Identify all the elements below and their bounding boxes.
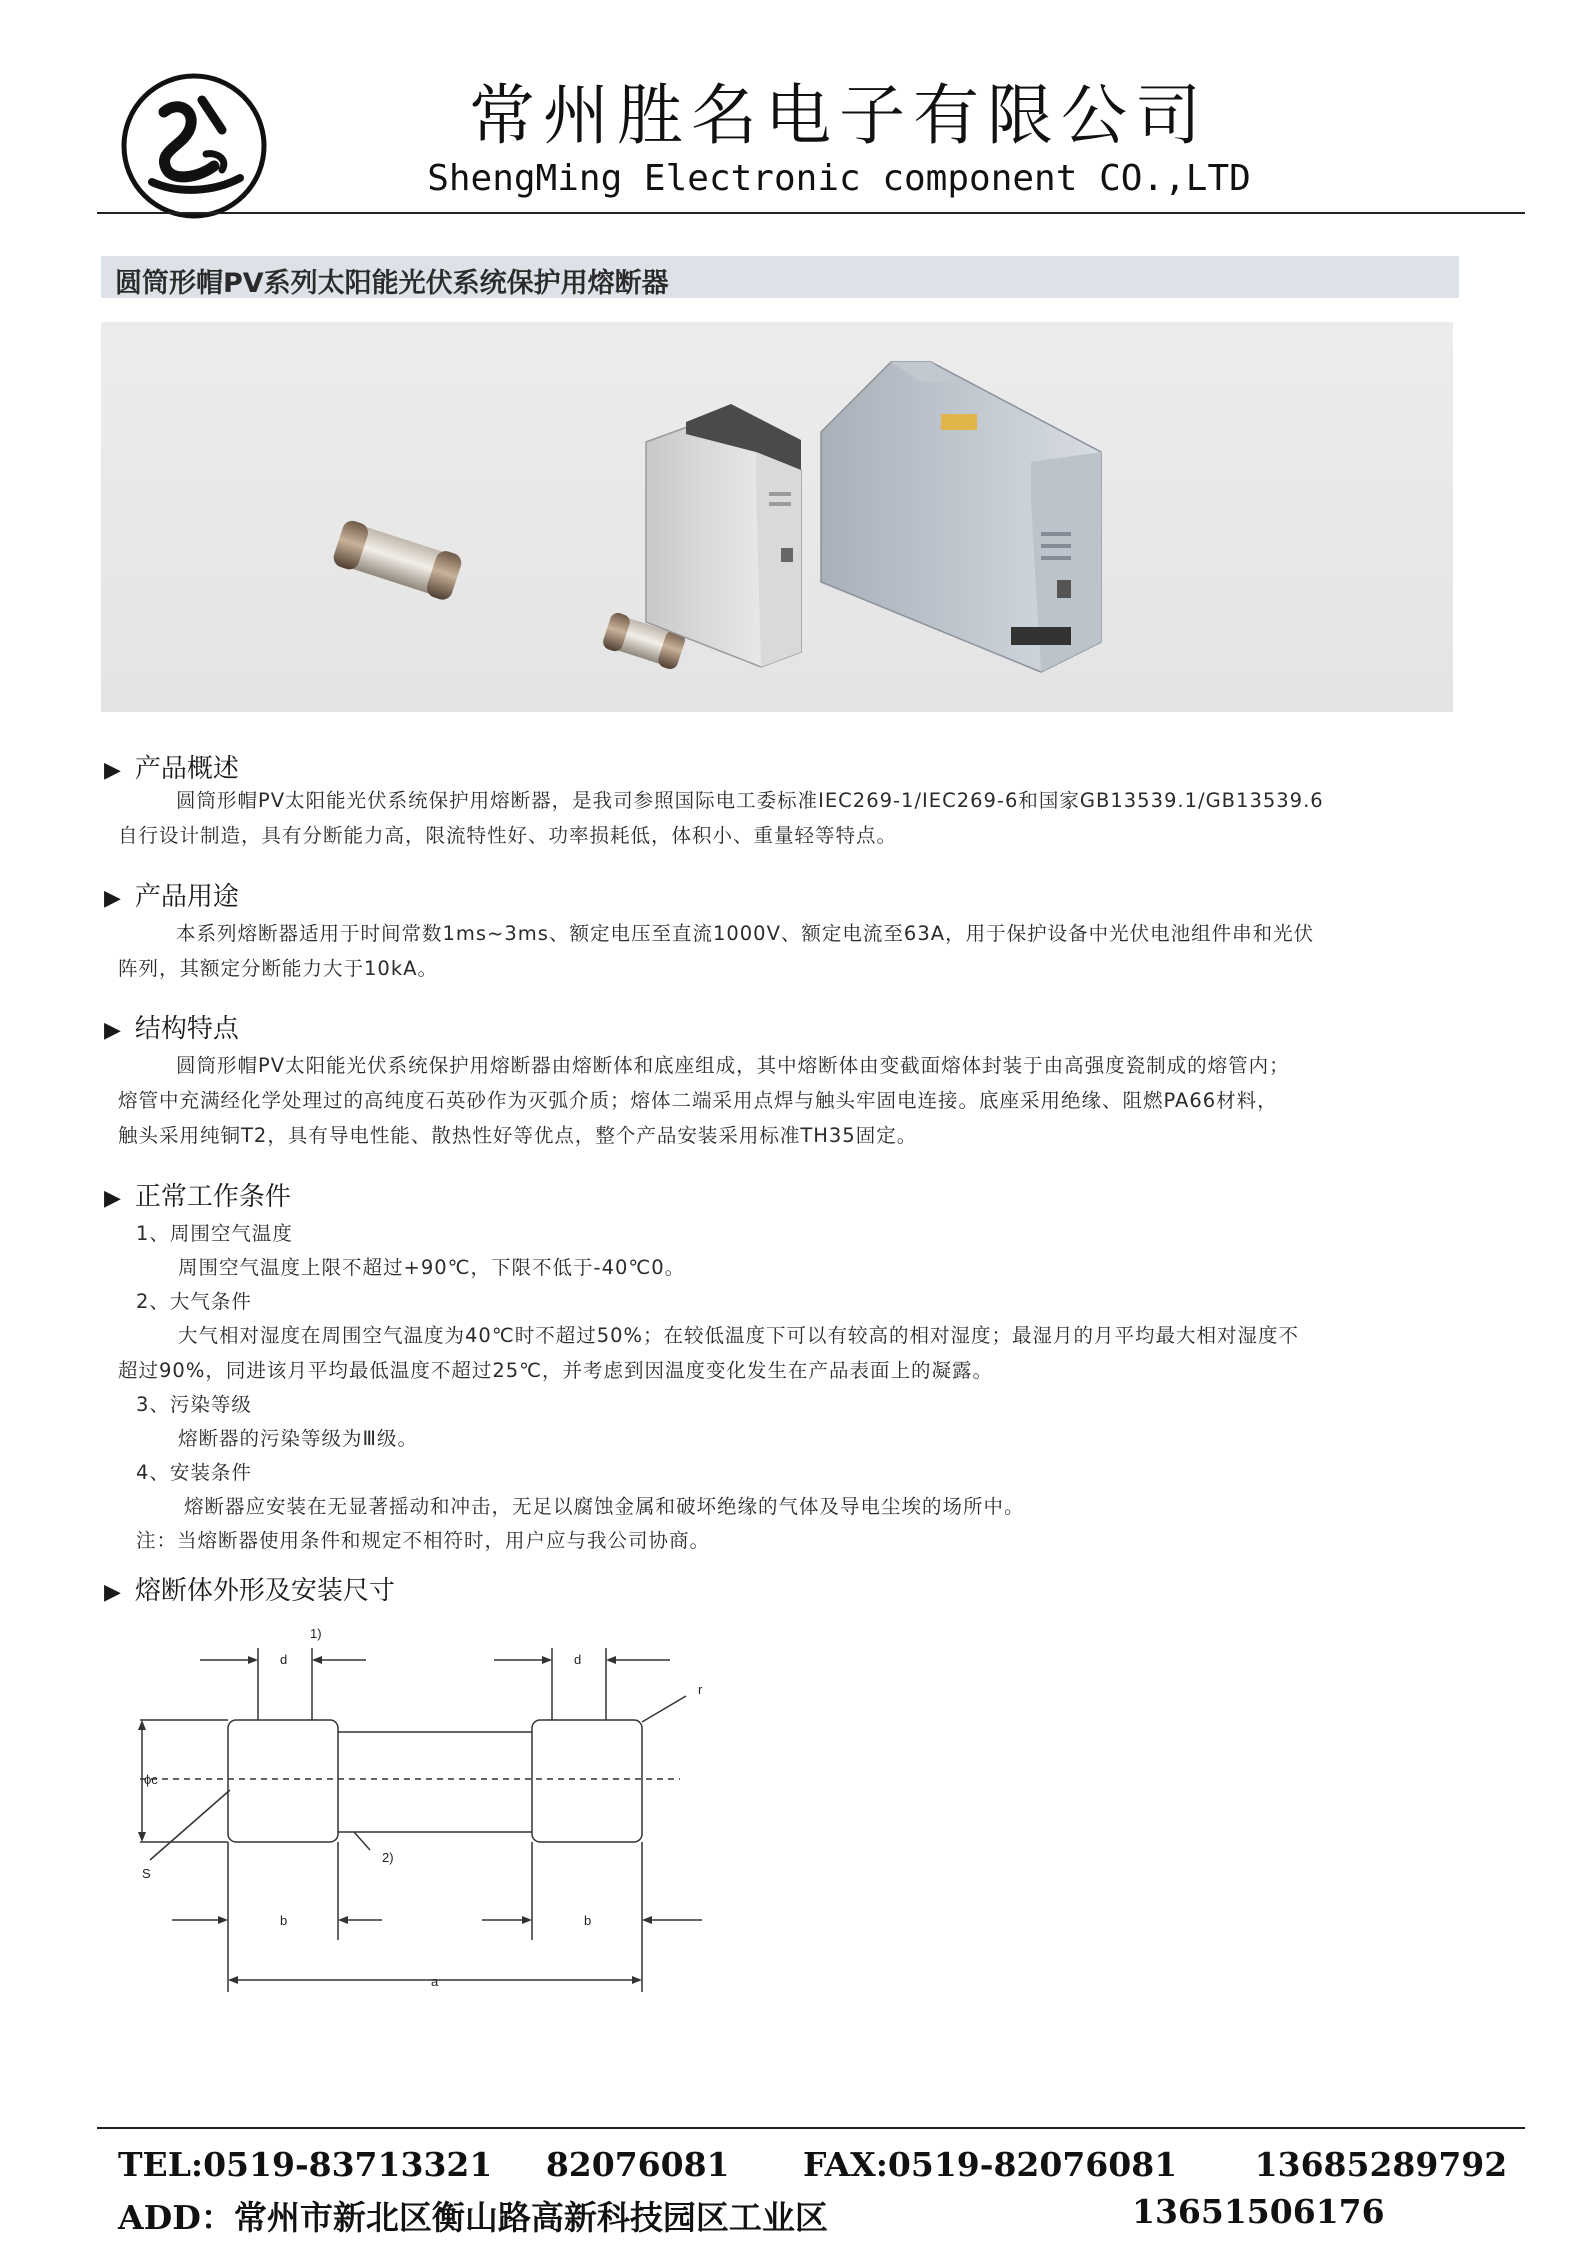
triangle-bullet-icon: ▶: [104, 1186, 121, 1211]
footer-mobile-2: 13651506176: [1132, 2192, 1385, 2231]
condition-2-line-1: 大气相对湿度在周围空气温度为40℃时不超过50%；在较低温度下可以有较高的相对湿度；最湿月的月平均最大相对湿度不: [178, 1324, 1300, 1347]
structure-line-1: 圆筒形帽PV太阳能光伏系统保护用熔断器由熔断体和底座组成，其中熔断体由变截面熔体封装于由高强度瓷制成的熔管内；: [176, 1054, 1290, 1077]
condition-2-line-2: 超过90%，同进该月平均最低温度不超过25℃，并考虑到因温度变化发生在产品表面上的凝露。: [118, 1359, 994, 1382]
structure-line-3: 触头采用纯铜T2，具有导电性能、散热性好等优点，整个产品安装采用标准TH35固定。: [118, 1124, 918, 1147]
triangle-bullet-icon: ▶: [104, 758, 121, 783]
product-title-band: [101, 256, 1459, 298]
footer-mobile-1: 13685289792: [1254, 2145, 1508, 2184]
label-b-left: b: [280, 1913, 288, 1928]
label-1: 1): [310, 1626, 322, 1641]
overview-line-2: 自行设计制造，具有分断能力高，限流特性好、功率损耗低，体积小、重量轻等特点。: [118, 824, 898, 847]
structure-line-2: 熔管中充满经化学处理过的高纯度石英砂作为灭弧介质；熔体二端采用点焊与触头牢固电连接。底座采用绝缘、阻燃PA66材料，: [118, 1089, 1278, 1112]
footer-tel2: 82076081: [545, 2145, 730, 2184]
usage-line-2: 阵列，其额定分断能力大于10kA。: [118, 957, 438, 980]
condition-3-text: 熔断器的污染等级为Ⅲ级。: [178, 1427, 418, 1450]
condition-3-title: 3、污染等级: [136, 1393, 252, 1416]
label-d-left: d: [280, 1652, 288, 1667]
condition-1-text: 周围空气温度上限不超过+90℃，下限不低于-40℃0。: [178, 1256, 686, 1279]
condition-4-text: 熔断器应安装在无显著摇动和冲击，无足以腐蚀金属和破坏绝缘的气体及导电尘埃的场所中。: [184, 1495, 1025, 1518]
footer-address: ADD：常州市新北区衡山路高新科技园区工业区: [118, 2198, 828, 2237]
footer-divider: [97, 2127, 1525, 2129]
product-photo: [101, 322, 1453, 712]
section-heading-conditions: ▶ 正常工作条件: [104, 1182, 291, 1212]
footer-fax: FAX:0519-82076081: [803, 2145, 1178, 2184]
header-divider: [97, 212, 1525, 214]
label-d-right: d: [574, 1652, 582, 1667]
triangle-bullet-icon: ▶: [104, 1580, 121, 1605]
label-r: r: [698, 1682, 703, 1697]
usage-line-1: 本系列熔断器适用于时间常数1ms~3ms、额定电压至直流1000V、额定电流至63A，用于保护设备中光伏电池组件串和光伏: [176, 922, 1315, 945]
fuse-holder-large: [821, 362, 1101, 672]
section-heading-overview: ▶ 产品概述: [104, 754, 239, 784]
condition-2-title: 2、大气条件: [136, 1290, 252, 1313]
product-title: 圆筒形帽PV系列太阳能光伏系统保护用熔断器: [115, 268, 669, 299]
company-name-en: ShengMing Electronic component CO.,LTD: [427, 158, 1251, 199]
fuse-dimension-diagram: [120, 1620, 740, 2020]
section-heading-structure: ▶ 结构特点: [104, 1014, 239, 1044]
label-s: S: [142, 1866, 151, 1881]
section-heading-usage: ▶ 产品用途: [104, 882, 239, 912]
triangle-bullet-icon: ▶: [104, 886, 121, 911]
footer-address-line: [118, 2192, 1385, 2239]
company-name-cn: 常州胜名电子有限公司: [469, 77, 1209, 154]
condition-4-title: 4、安装条件: [136, 1461, 252, 1484]
condition-1-title: 1、周围空气温度: [136, 1222, 293, 1245]
conditions-note: 注：当熔断器使用条件和规定不相符时，用户应与我公司协商。: [136, 1529, 711, 1552]
label-2: 2): [382, 1850, 394, 1865]
overview-line-1: 圆筒形帽PV太阳能光伏系统保护用熔断器，是我司参照国际电工委标准IEC269-1/IEC269-6和国家GB13539.1/GB13539.6: [176, 789, 1324, 812]
footer-tel: TEL:0519-83713321: [118, 2145, 493, 2184]
section-heading-dimensions: ▶ 熔断体外形及安装尺寸: [104, 1576, 395, 1606]
fuse-large: [331, 518, 464, 602]
label-b-right: b: [584, 1913, 592, 1928]
triangle-bullet-icon: ▶: [104, 1018, 121, 1043]
label-c: ϕc: [144, 1772, 158, 1787]
footer-contact-line: [118, 2145, 1507, 2184]
fuse-holder-small: [646, 404, 801, 667]
label-a: a: [431, 1974, 439, 1989]
